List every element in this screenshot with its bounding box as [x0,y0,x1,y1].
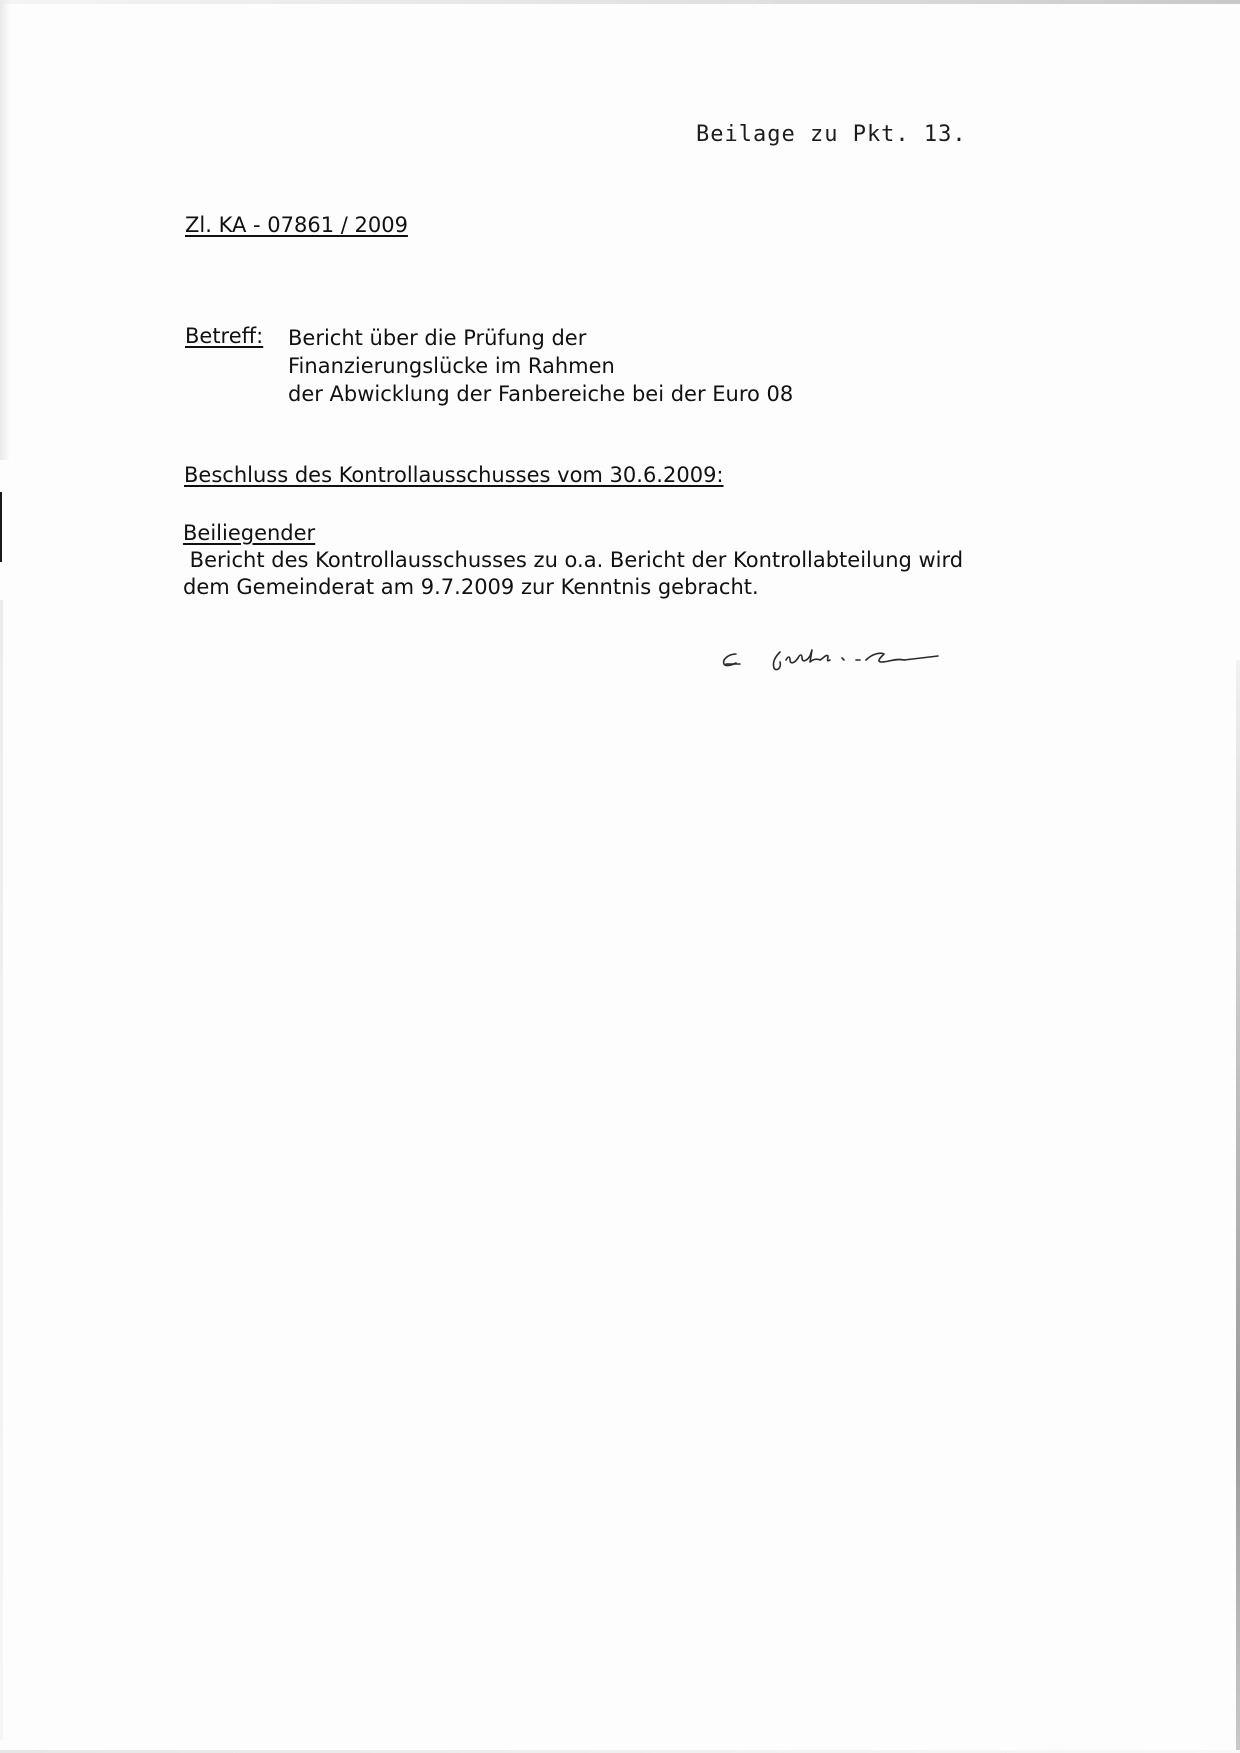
resolution-body [183,520,1083,601]
subject-line: der Abwicklung der Fanbereiche bei der Euro 08 [288,382,794,406]
scan-edge-right [1236,660,1240,1753]
subject-line: Bericht über die Prüfung der [288,326,587,350]
scan-edge-top [0,0,1240,4]
resolution-line [183,520,1083,574]
subject-text [288,324,793,408]
subject-label: Betreff: [185,324,264,348]
resolution-line: dem Gemeinderat am 9.7.2009 zur Kenntnis gebracht. [183,575,759,599]
resolution-line-rest: Bericht des Kontrollausschusses zu o.a. Bericht der Kontrollabteilung wird [183,548,964,572]
reference-number: Zl. KA - 07861 / 2009 [185,213,408,237]
resolution-heading: Beschluss des Kontrollausschusses vom 30.6.2009: [184,463,724,487]
subject-line: Finanzierungslücke im Rahmen [288,354,615,378]
scan-edge-left [0,0,10,460]
scan-edge-mark [0,492,2,562]
handwritten-signature [716,640,976,690]
scan-edge-left-lower [0,600,3,1740]
attachment-note: Beilage zu Pkt. 13. [696,122,967,147]
resolution-first-word: Beiliegender [183,521,316,545]
